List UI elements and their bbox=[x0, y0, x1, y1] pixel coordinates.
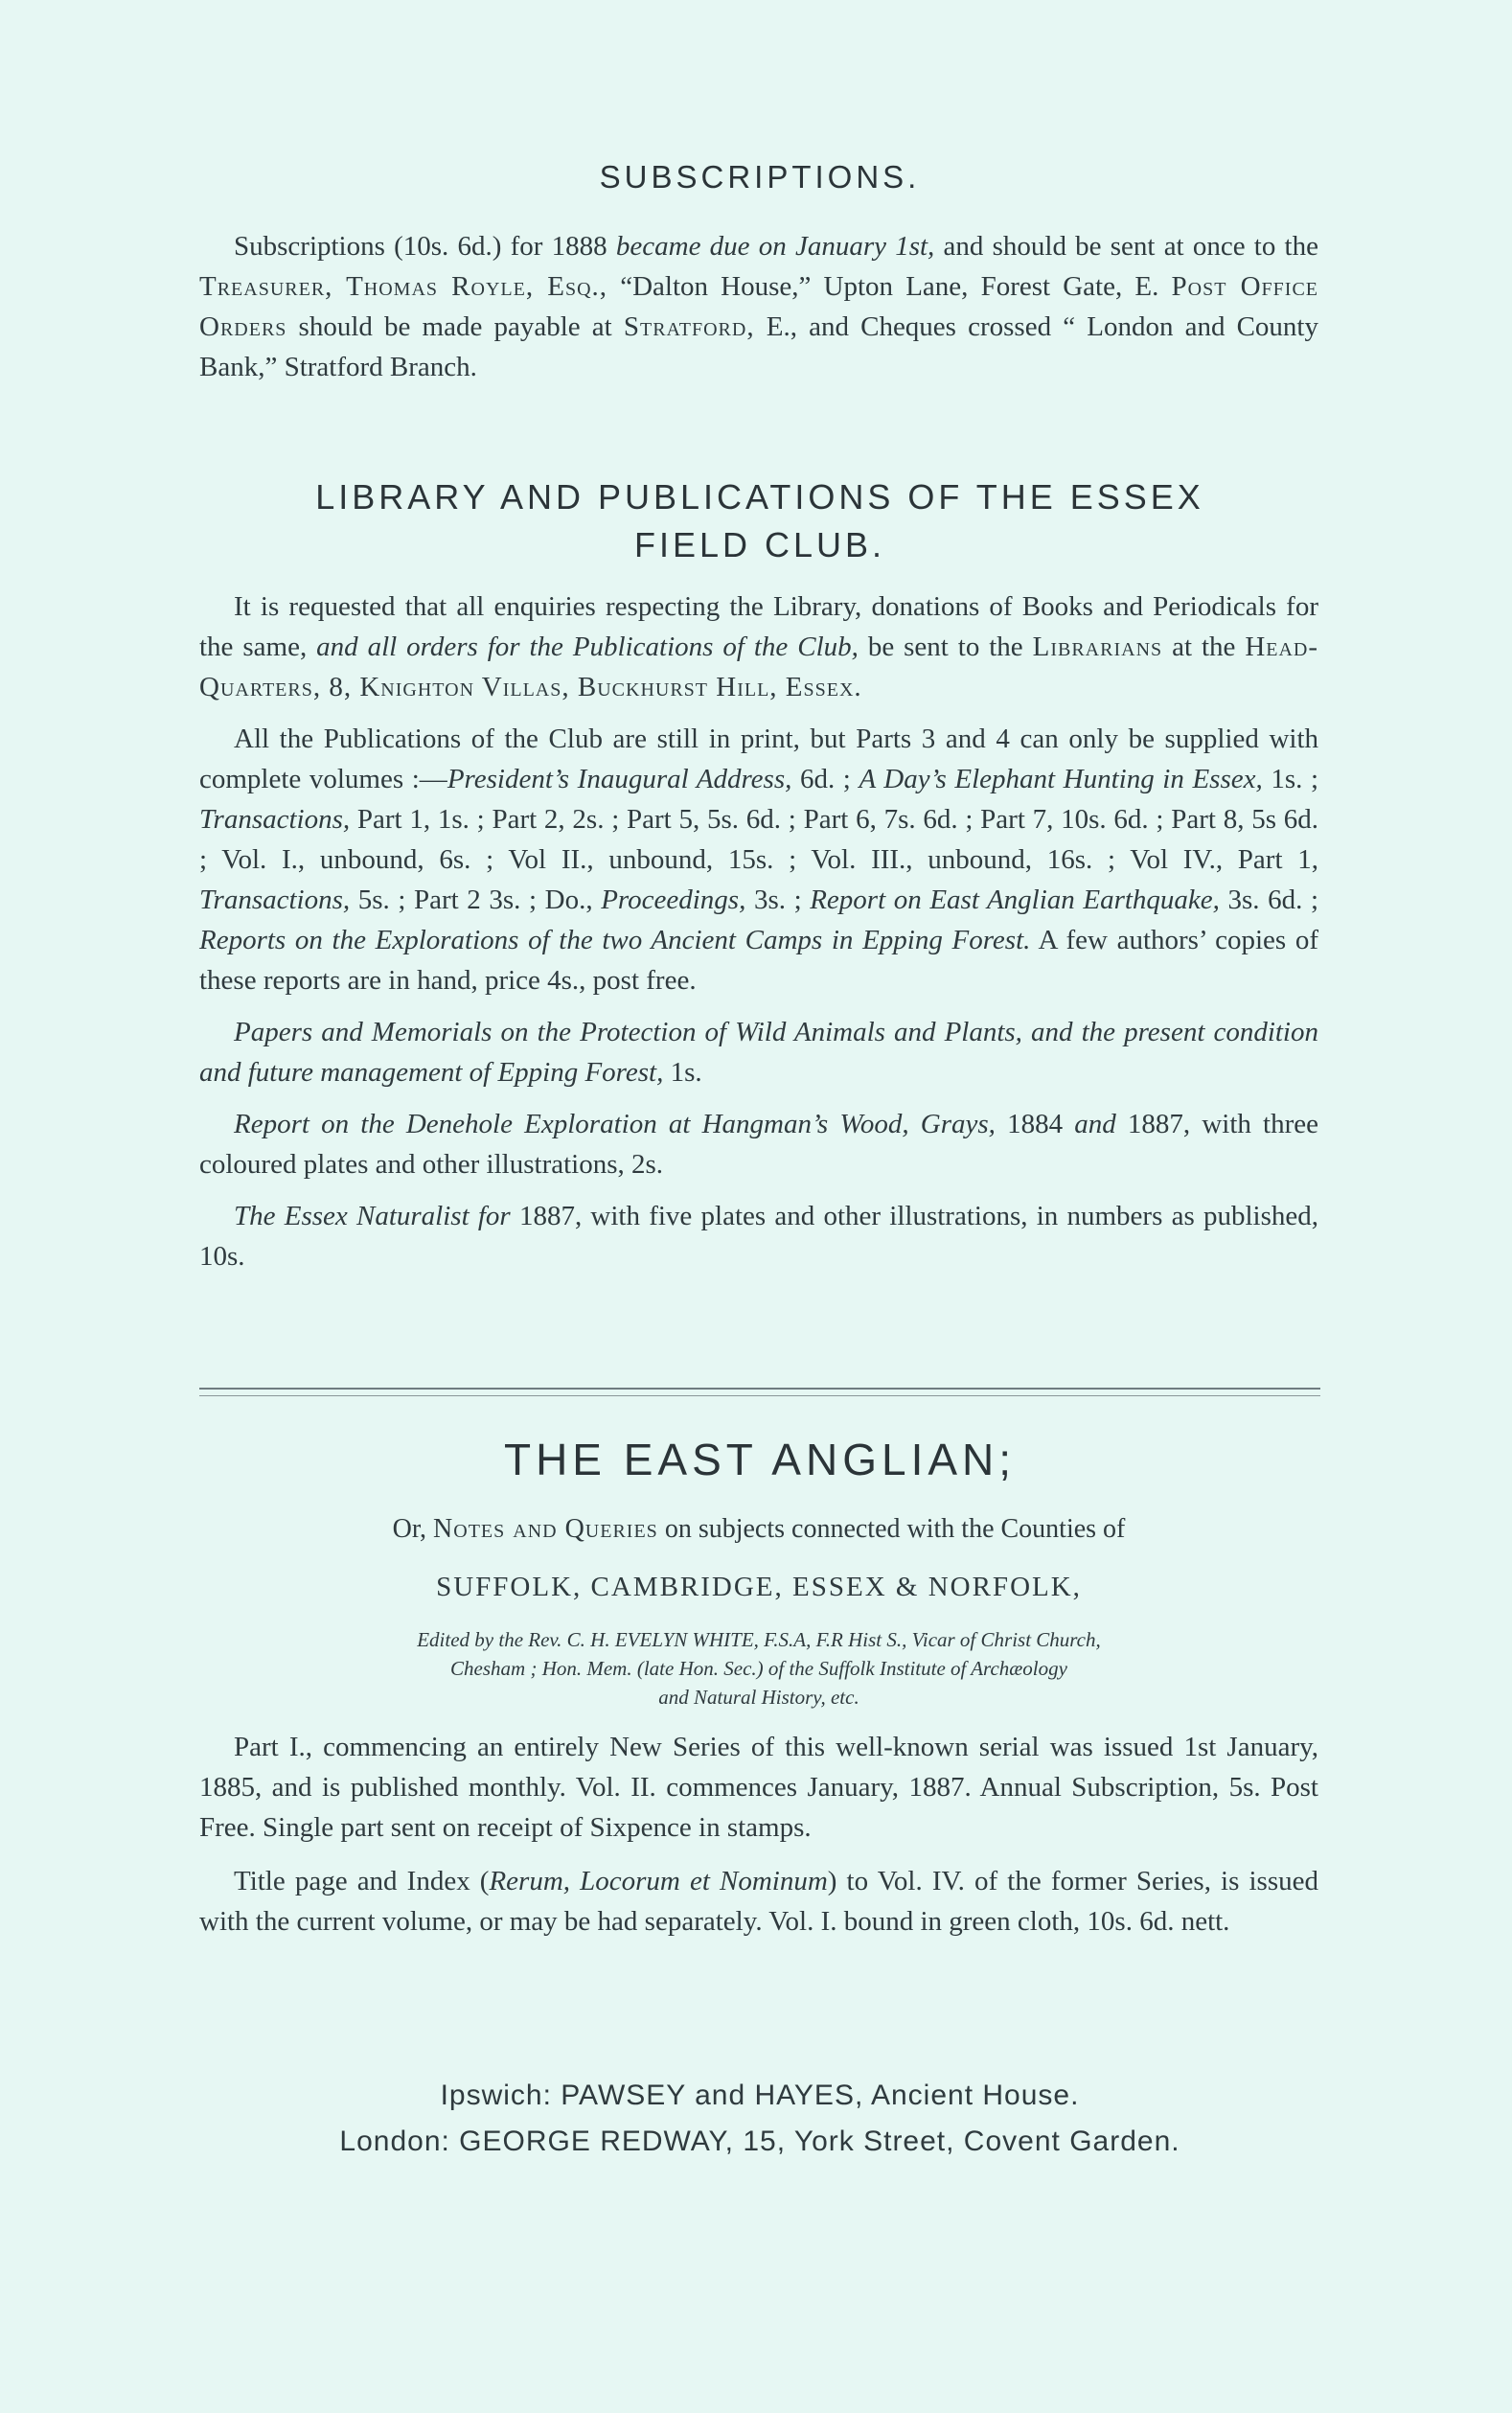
library-paragraph-denehole: Report on the Denehole Exploration at Hangman’s Wood, Grays, 1884 and 1887, with three coloured plates and other illustrations, 2s. bbox=[199, 1109, 1319, 1180]
east-anglian-section bbox=[199, 1510, 1318, 1942]
subscriptions-section bbox=[199, 226, 1318, 387]
subscriptions-paragraph: Subscriptions (10s. 6d.) for 1888 became due on January 1st, and should be sent at once to the Treasurer, Thomas Royle, Esq., “Dalton House,” Upton Lane, Forest Gate, E. Post Office Orders should be made payable at Stratford, E., and Cheques crossed “ London and County Bank,” Stratford Branch. bbox=[199, 231, 1319, 382]
library-paragraph-naturalist: The Essex Naturalist for 1887, with five plates and other illustrations, in numbers as published, 10s. bbox=[199, 1201, 1319, 1272]
section-divider-bottom bbox=[199, 1395, 1320, 1396]
east-anglian-heading: THE EAST ANGLIAN; bbox=[503, 1435, 1017, 1484]
east-anglian-subtitle: Or, Notes and Queries on subjects connected with the Counties of bbox=[392, 1514, 1126, 1544]
library-paragraph-papers: Papers and Memorials on the Protection of Wild Animals and Plants, and the present condition and future management of Epping Forest, 1s. bbox=[199, 1017, 1318, 1088]
library-heading-line1: LIBRARY AND PUBLICATIONS OF THE ESSEX bbox=[315, 477, 1204, 517]
east-anglian-counties: SUFFOLK, CAMBRIDGE, ESSEX & NORFOLK, bbox=[436, 1572, 1082, 1602]
east-anglian-paragraph-series: Part I., commencing an entirely New Series of this well-known serial was issued 1st January, 1885, and is published monthly. Vol. II. commences January, 1887. Annual Subscription, 5s. Post Free. Single part sent on receipt of Sixpence in stamps. bbox=[199, 1732, 1318, 1843]
subscriptions-heading: SUBSCRIPTIONS. bbox=[599, 159, 921, 195]
library-paragraph-enquiries: It is requested that all enquiries respecting the Library, donations of Books and Periodicals for the same, and all orders for the Publications of the Club, be sent to the Librarians at the Head-Quarters, 8, Knighton Villas, Buckhurst Hill, Essex. bbox=[199, 591, 1319, 702]
library-paragraph-publications: All the Publications of the Club are still in print, but Parts 3 and 4 can only be supplied with complete volumes :—President’s Inaugural Address, 6d. ; A Day’s Elephant Hunting in Essex, 1s. ; Transactions, Part 1, 1s. ; Part 2, 2s. ; Part 5, 5s. 6d. ; Part 6, 7s. 6d. ; Part 7, 10s. 6d. ; Part 8, 5s 6d. ; Vol. I., unbound, 6s. ; Vol II., unbound, 15s. ; Vol. III., unbound, 16s. ; Vol IV., Part 1, Transactions, 5s. ; Part 2 3s. ; Do., Proceedings, 3s. ; Report on East Anglian Earthquake, 3s. 6d. ; Reports on the Explorations of the two Ancient Camps in Epping Forest. A few authors’ copies of these reports are in hand, price 4s., post free. bbox=[199, 724, 1319, 996]
east-anglian-paragraph-index: Title page and Index (Rerum, Locorum et Nominum) to Vol. IV. of the former Series, is issued with the current volume, or may be had separately. Vol. I. bound in green cloth, 10s. 6d. nett. bbox=[199, 1866, 1319, 1937]
library-heading-line2: FIELD CLUB. bbox=[633, 525, 886, 564]
section-divider-top bbox=[199, 1388, 1320, 1390]
east-anglian-editor: Edited by the Rev. C. H. EVELYN WHITE, F.S.A, F.R Hist S., Vicar of Christ Church, Chesham ; Hon. Mem. (late Hon. Sec.) of the Suffolk Institute of Archæology and Natural History, etc. bbox=[417, 1628, 1101, 1709]
imprint bbox=[199, 2080, 1320, 2158]
library-heading bbox=[199, 473, 1320, 569]
imprint-ipswich: Ipswich: PAWSEY and HAYES, Ancient House. bbox=[440, 2080, 1080, 2111]
library-section bbox=[199, 586, 1318, 1276]
imprint-london: London: GEORGE REDWAY, 15, York Street, Covent Garden. bbox=[339, 2126, 1180, 2157]
